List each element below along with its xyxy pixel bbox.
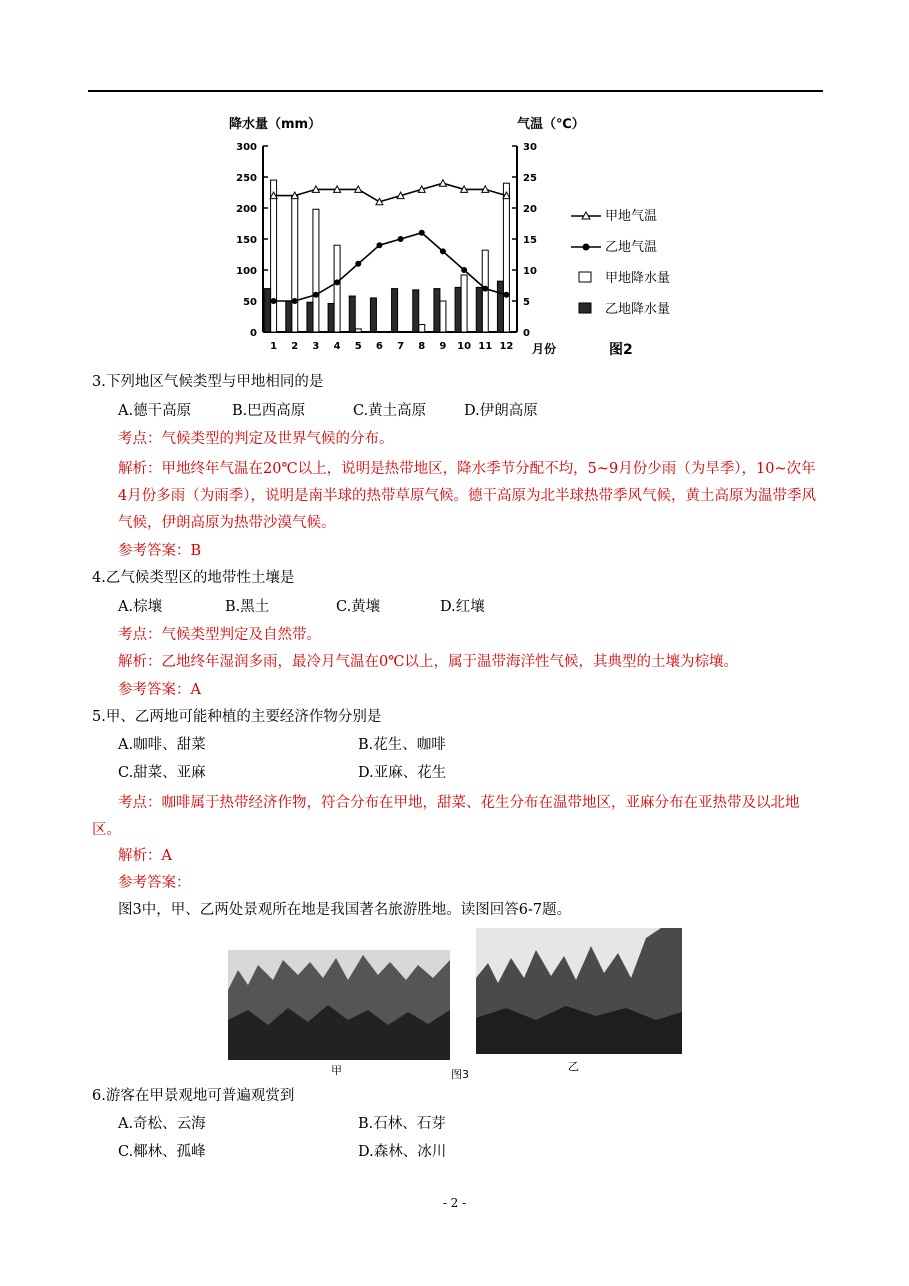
- point-yi-temp-6: [376, 242, 382, 248]
- x-tick-label: 12: [499, 341, 514, 352]
- q4-answer: 参考答案：A: [118, 682, 201, 698]
- bar-jia-precip-9: [440, 301, 446, 332]
- legend-label: 甲地气温: [605, 209, 658, 224]
- x-tick-label: 8: [418, 341, 426, 352]
- bar-yi-precip-5: [349, 296, 355, 332]
- q3-kaodian: 考点：气候类型的判定及世界气候的分布。: [118, 431, 394, 447]
- point-yi-temp-12: [503, 292, 509, 298]
- q6-option-d[interactable]: D.森林、冰川: [358, 1144, 447, 1160]
- legend-marker: [583, 244, 590, 251]
- point-yi-temp-8: [419, 230, 425, 236]
- point-yi-temp-10: [461, 267, 467, 273]
- right-tick-label: 0: [523, 328, 530, 339]
- line-yi-temp: [274, 233, 507, 301]
- q6-option-b[interactable]: B.石林、石芽: [358, 1116, 446, 1132]
- q3-jiexi: 解析：甲地终年气温在20℃以上，说明是热带地区，降水季节分配不均，5~9月份少雨（为旱季），10~次年4月份多雨（为雨季），说明是南半球的热带草原气候。德干高原为北半球热带季风气候，黄土高原为温带季风气候，伊朗高原为热带沙漠气候。: [118, 461, 816, 531]
- q6-stem: 6.游客在甲景观地可普遍观赏到: [92, 1088, 295, 1104]
- point-yi-temp-2: [292, 298, 298, 304]
- bar-yi-precip-4: [328, 303, 334, 332]
- q3-option-a[interactable]: A.德干高原: [118, 403, 192, 419]
- x-tick-label: 3: [312, 341, 320, 352]
- x-tick-label: 11: [478, 341, 493, 352]
- left-tick-label: 300: [236, 142, 257, 153]
- point-yi-temp-11: [482, 286, 488, 292]
- legend-label: 乙地气温: [605, 240, 658, 255]
- bar-yi-precip-9: [434, 289, 440, 332]
- right-tick-label: 10: [523, 266, 537, 277]
- point-yi-temp-3: [313, 292, 319, 298]
- q4-option-a[interactable]: A.棕壤: [118, 599, 163, 615]
- q3-option-d[interactable]: D.伊朗高原: [464, 403, 538, 419]
- q6-option-c[interactable]: C.椰林、孤峰: [118, 1144, 206, 1160]
- q4-option-b[interactable]: B.黑土: [225, 599, 270, 615]
- left-tick-label: 200: [236, 204, 257, 215]
- q3-option-c[interactable]: C.黄土高原: [353, 403, 427, 419]
- q4-jiexi: 解析：乙地终年湿润多雨，最冷月气温在0℃以上，属于温带海洋性气候，其典型的土壤为棕壤。: [118, 654, 738, 670]
- x-tick-label: 1: [270, 341, 278, 352]
- climate-chart: [225, 108, 685, 364]
- x-tick-label: 10: [457, 341, 472, 352]
- q3-option-b[interactable]: B.巴西高原: [232, 403, 306, 419]
- q5-option-d[interactable]: D.亚麻、花生: [358, 765, 447, 781]
- point-jia-temp-9: [439, 180, 446, 187]
- left-tick-label: 0: [250, 328, 257, 339]
- fig3-label-jia: 甲: [331, 1064, 342, 1077]
- bar-jia-precip-8: [419, 325, 425, 332]
- bar-jia-precip-5: [355, 329, 361, 332]
- header-rule: [88, 90, 823, 92]
- left-tick-label: 150: [236, 235, 257, 246]
- q4-option-d[interactable]: D.红壤: [440, 599, 485, 615]
- right-tick-label: 20: [523, 204, 537, 215]
- point-yi-temp-7: [398, 236, 404, 242]
- x-tick-label: 9: [439, 341, 447, 352]
- photo-peak-forest: [476, 928, 682, 1054]
- photo-stone-forest: [228, 950, 450, 1060]
- bar-jia-precip-1: [271, 180, 277, 332]
- legend-label: 乙地降水量: [605, 302, 671, 317]
- left-tick-label: 250: [236, 173, 257, 184]
- bar-jia-precip-12: [503, 183, 509, 332]
- q5-answer: 参考答案：: [118, 875, 191, 891]
- fig3-label-yi: 乙: [568, 1060, 579, 1073]
- x-tick-label: 4: [333, 341, 341, 352]
- bar-jia-precip-10: [461, 275, 467, 332]
- q4-option-c[interactable]: C.黄壤: [336, 599, 381, 615]
- right-axis-title: 气温（℃）: [517, 117, 585, 132]
- left-tick-label: 100: [236, 266, 257, 277]
- q3-answer: 参考答案：B: [118, 543, 202, 559]
- bar-yi-precip-8: [413, 290, 419, 332]
- q5-stem: 5.甲、乙两地可能种植的主要经济作物分别是: [92, 709, 382, 725]
- line-jia-temp: [274, 183, 507, 202]
- bar-jia-precip-3: [313, 209, 319, 332]
- right-tick-label: 15: [523, 235, 537, 246]
- bar-yi-precip-7: [392, 289, 398, 332]
- q5-option-a[interactable]: A.咖啡、甜菜: [118, 737, 206, 753]
- bar-jia-precip-4: [334, 245, 340, 332]
- x-tick-label: 6: [375, 341, 383, 352]
- q3-stem: 3.下列地区气候类型与甲地相同的是: [92, 374, 324, 390]
- left-tick-label: 50: [243, 297, 257, 308]
- point-yi-temp-9: [440, 248, 446, 254]
- bar-yi-precip-6: [370, 298, 376, 332]
- page-number: - 2 -: [442, 1196, 467, 1210]
- right-tick-label: 5: [523, 297, 530, 308]
- q5-kaodian: 考点：咖啡属于热带经济作物，符合分布在甲地，甜菜、花生分布在温带地区，亚麻分布在亚热带及以北地区。: [92, 795, 800, 838]
- left-axis-title: 降水量（mm）: [229, 117, 322, 132]
- point-yi-temp-4: [334, 279, 340, 285]
- q4-kaodian: 考点：气候类型判定及自然带。: [118, 627, 321, 643]
- q5-option-b[interactable]: B.花生、咖啡: [358, 737, 446, 753]
- q5-jiexi: 解析：A: [118, 848, 172, 864]
- point-yi-temp-1: [271, 298, 277, 304]
- right-tick-label: 30: [523, 142, 537, 153]
- x-tick-label: 2: [291, 341, 299, 352]
- legend-swatch: [579, 272, 591, 282]
- legend-label: 甲地降水量: [605, 271, 671, 286]
- q5-option-c[interactable]: C.甜菜、亚麻: [118, 765, 206, 781]
- bar-yi-precip-3: [307, 302, 313, 332]
- fig3-caption: 图3: [451, 1068, 469, 1081]
- bar-yi-precip-2: [286, 301, 292, 332]
- figure-label: 图2: [609, 342, 633, 358]
- q6-option-a[interactable]: A.奇松、云海: [118, 1116, 206, 1132]
- q4-stem: 4.乙气候类型区的地带性土壤是: [92, 570, 295, 586]
- bar-yi-precip-10: [455, 287, 461, 332]
- bar-yi-precip-1: [265, 289, 271, 332]
- x-axis-label: 月份: [532, 342, 557, 356]
- bar-jia-precip-2: [292, 196, 298, 332]
- bar-yi-precip-11: [476, 287, 482, 332]
- x-tick-label: 7: [397, 341, 405, 352]
- x-tick-label: 5: [354, 341, 362, 352]
- legend-swatch: [579, 303, 591, 313]
- right-tick-label: 25: [523, 173, 537, 184]
- point-yi-temp-5: [355, 261, 361, 267]
- bar-yi-precip-12: [497, 281, 503, 332]
- intro-6-7: 图3中，甲、乙两处景观所在地是我国著名旅游胜地。读图回答6-7题。: [118, 902, 572, 918]
